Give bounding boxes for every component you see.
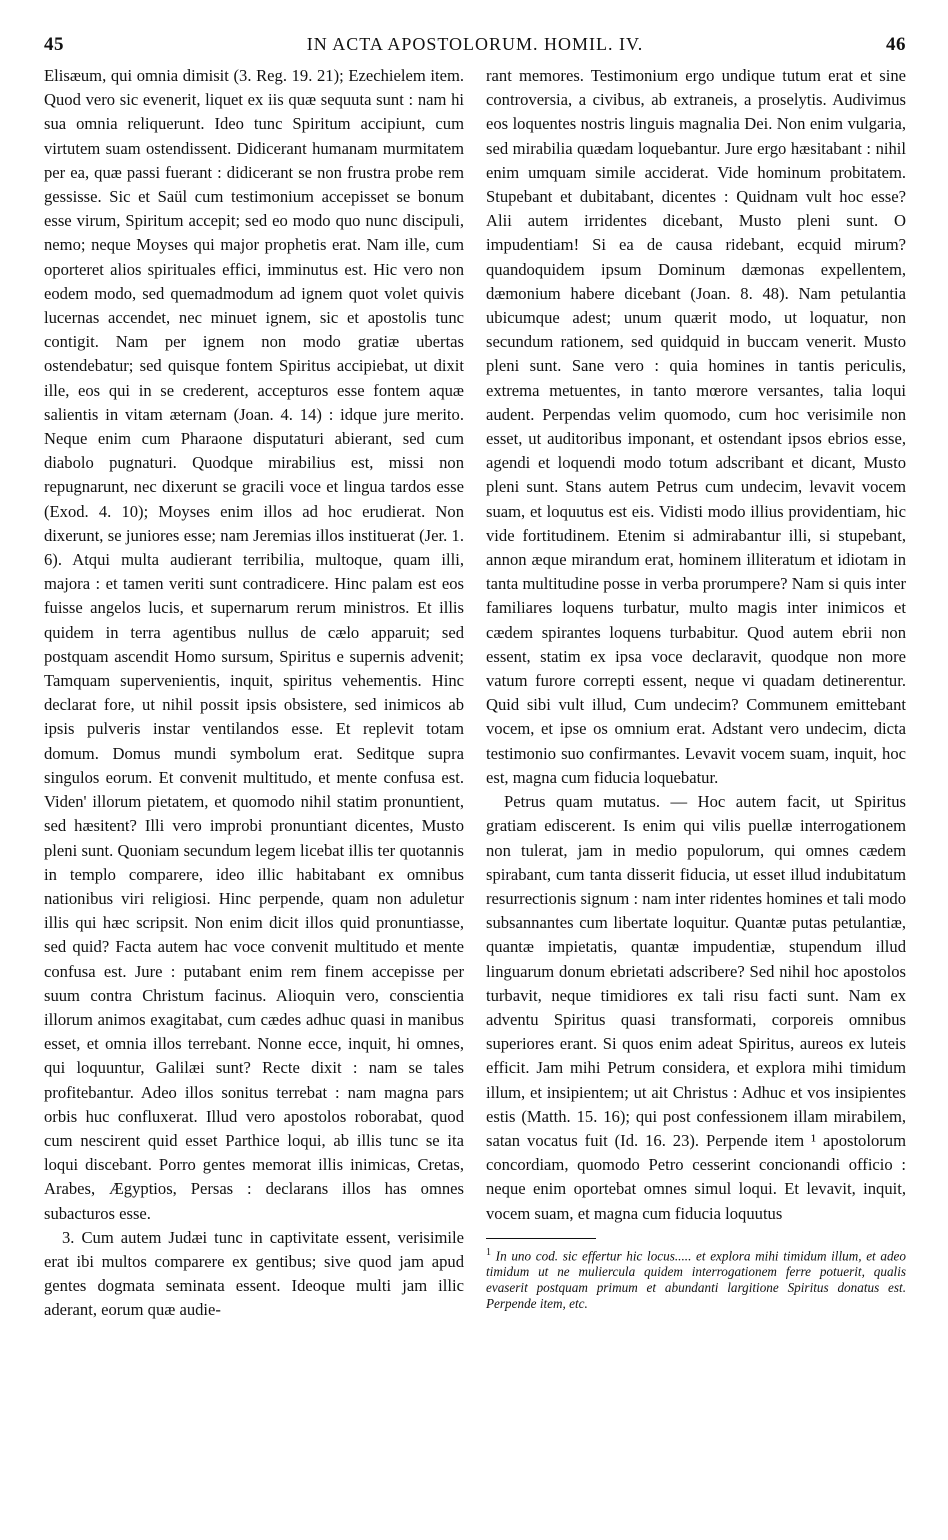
left-column xyxy=(44,64,464,1323)
running-header xyxy=(44,34,906,60)
footnote-mark: 1 xyxy=(486,1246,491,1258)
footnote-rule xyxy=(486,1238,596,1239)
footnote-text: In uno cod. sic effertur hic locus..... et explora mihi timidum illum, et adeo timidum ut ne muliercula quidem interrogationem ferre potuerit, qualis evaserit postquam primum et abundanti largitione Spiritus donatus est. Perpende item, etc. xyxy=(486,1248,907,1312)
running-title: IN ACTA APOSTOLORUM. HOMIL. IV. xyxy=(306,34,644,54)
right-column xyxy=(486,64,906,1323)
footnote xyxy=(486,1245,906,1312)
page-number-right: 46 xyxy=(886,34,906,55)
left-paragraph-2: 3. Cum autem Judæi tunc in captivitate essent, verisimile erat ibi multos comparere ex gentibus; sive quod jam apud gentes dogmata seminata essent. Ideoque multi jam illic aderant, eorum quæ audie- xyxy=(44,1227,464,1320)
page-number-left: 45 xyxy=(44,34,64,55)
right-paragraph-1: rant memores. Testimonium ergo undique tutum erat et sine controversia, a civibus, ab extraneis, a proselytis. Audivimus eos loquentes nostris linguis magnalia Dei. Non enim vulgaria, sed mirabilia quædam loquebantur. Jure ergo hæsitabant : nihil enim umquam simile acciderat. Vide hominum probitatem. Stupebant et dubitabant, dicentes : Quidnam vult hoc esse? Alii autem irridentes dicebant, Musto pleni sunt. O impudentiam! Si ea de causa ridebant, ecquid mirum? quandoquidem ipsum Dominum dæmonas expellentem, dæmonium habere dicebant (Joan. 8. 48). Nam petulantia ubicumque adest; unum quærit modo, ut loquatur, non secundum rationem, sed quidquid in buccam venerit. Musto pleni sunt. Sane vero : quia homines in tantis periculis, extrema metuentes, in tanto mœrore versantes, talia loqui audent. Perpendas velim quomodo, cum hoc verisimile non esset, ut auditoribus imponant, et ostendant ipsos ebrios esse, agendi et loquendi modo totum adscribant et dicant, Musto pleni sunt. Stans autem Petrus cum undecim, levavit vocem suam, et loquutus est eis. Vidisti modo illius providentiam, hic vide fortitudinem. Etenim si admirabantur illi, si stupebant, annon æque mirandum erat, hominem illiteratum et idiotam in tanta multitudine posse in verba prorumpere? Nam si quis inter familiares loquens turbatur, multo magis inter inimicos et cædem spirantes loquens turbabitur. Quod autem ebrii non essent, statim ex ipsa voce declaravit, quodque non more vatum furore correpti essent, neque vi quadam detinerentur. Quid sibi vult illud, Cum undecim? Communem emittebant vocem, et ipse os omnium erat. Adstant vero undecim, dicta testimonio suo confirmantes. Levavit vocem suam, inquit, hoc est, magna cum fiducia loquebatur. xyxy=(486,66,906,787)
right-paragraph-2: Petrus quam mutatus. — Hoc autem facit, ut Spiritus gratiam ediscerent. Is enim qui vilis puellæ interrogationem non tulerat, jam in medio populorum, qui omnes cædem spirabant, cum tanta disserit fiducia, ut esset illud indubitatum resurrectionis signum : nam inter ridentes homines et tali modo subsannantes cum libertate loquitur. Quantæ putas petulantiæ, quantæ impietatis, quantæ impudentiæ, stupendum illud linguarum donum ebrietati adscribere? Sed nihil hoc apostolos turbavit, neque timidiores ex tali risu facti sunt. Nam ex adventu Spiritus quasi transformati, corporeis omnibus superiores erant. Si quos enim adeat Spiritus, aureos ex luteis efficit. Jam mihi Petrum considera, et explora mihi timidum illum, et insipientem; ut ait Christus : Adhuc et vos insipientes estis (Matth. 15. 16); qui post confessionem illam mirabilem, satan vocatus fuit (Id. 16. 23). Perpende item ¹ apostolorum concordiam, quomodo Petro cesserint concionandi officio : neque enim oportebat omnes simul loqui. Et levavit, inquit, vocem suam, et magna cum fiducia loquutus xyxy=(486,792,906,1223)
left-paragraph-1: Elisæum, qui omnia dimisit (3. Reg. 19. 21); Ezechielem item. Quod vero sic evenerit, liquet ex iis quæ sequuta sunt : nam hi sua omnia reliquerunt. Ideo tunc Spiritum accipiunt, cum virtutem suam ostendissent. Didicerant humanam murmitatem per ea, quæ passi fuerant : didicerant se non frustra probe rem gessisse. Sic et Saül cum testimonium accepisset se bonum esse virum, Spiritum accepit; sed eo modo quo nunc discipuli, nemo; neque Moyses qui major prophetis erat. Nam ille, cum oporteret alios spirituales effici, imminutus est. Hic vero non eodem modo, sed quemadmodum ad ignem quot volet quivis lucernas accendet, nec minuet ignem, sic et apostolis tunc contigit. Nam per ignem non modo gratiæ ubertas ostendebatur; sed quisque fontem Spiritus accipiebat, ut dixit ille, eos qui in se crederent, accepturos esse fontem aquæ salientis in vitam æternam (Joan. 4. 14) : idque jure merito. Neque enim cum Pharaone disputaturi abierant, sed cum diabolo pugnaturi. Quodque mirabilius est, missi non repugnarunt, nec dixerunt se gracili voce et lingua tardos esse (Exod. 4. 10); Moyses enim illos ad hoc erudierat. Non dixerunt, se juniores esse; nam Jeremias illos instituerat (Jer. 1. 6). Atqui multa audierant terribilia, multoque, quam illi, majora : et tamen veriti sunt contradicere. Hinc palam est eos fuisse angelos lucis, et supernarum rerum ministros. Et illis quidem in terra agentibus nullus de cælo apparuit; sed postquam ascendit Homo sursum, Spiritus e supernis advenit; Tamquam supervenientis, inquit, spiritus vehementis. Hinc declarat fore, ut nihil possit ipsis obsistere, sed inimicos ab ipsis pulveris instar ventilandos esse. Et replevit totam domum. Domus mundi symbolum erat. Seditque supra singulos eorum. Et convenit multitudo, et mente confusa est. Viden' illorum pietatem, et quomodo nihil statim pronuntient, sed hæsitent? Illi vero improbi pronuntiant dicentes, Musto pleni sunt. Quoniam secundum legem licebat illis ter quotannis in templo comparere, ideo illic habitabant ex omnibus nationibus viri religiosi. Hinc perpende, quam non aduletur illis qui hæc scripsit. Non enim dicit illos quid pronuntiasse, sed quid? Facta autem hac voce convenit multitudo et mente confusa est. Jure : putabant enim rem finem accepisse per suum contra Christum facinus. Alioquin vero, conscientia illorum animos exagitabat, cum cædes adhuc quasi in manibus esset, et omnia illos terrebant. Nonne ecce, inquit, hi omnes, qui loquuntur, Galilæi sunt? Recte dixit : nam se tales profitebantur. Adeo illos sonitus terrebat : nam magna pars orbis huc confluxerat. Illud vero apostolos roborabat, quod cum nescirent quid esset Parthice loqui, ab illis tunc se ita loqui discebant. Porro gentes memorat illis inimicas, Cretas, Arabes, Ægyptios, Persas : declarans illos has omnes subacturos esse. xyxy=(44,66,464,1223)
text-columns xyxy=(44,64,906,1323)
